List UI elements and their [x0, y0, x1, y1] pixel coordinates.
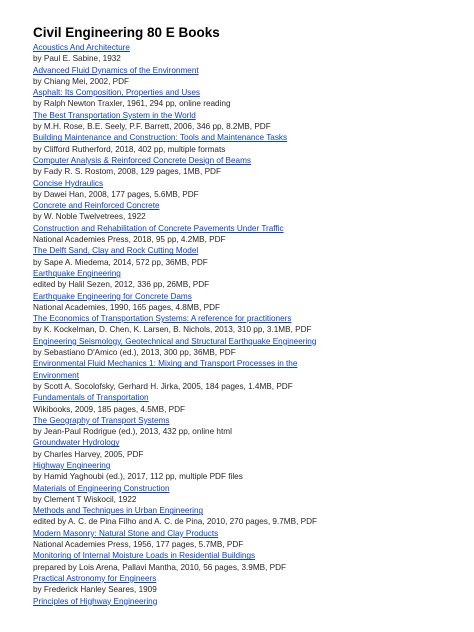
book-meta: by Scott A. Socolofsky, Gerhard H. Jirka, 2005, 184 pages, 1.4MB, PDF	[33, 381, 293, 391]
book-title-link[interactable]: The Economics of Transportation Systems: A reference for practitioners	[33, 314, 292, 324]
book-title-link[interactable]: Construction and Rehabilitation of Concrete Pavements Under Traffic	[33, 223, 284, 233]
book-title-link[interactable]: Monitoring of Internal Moisture Loads in Residential Buildings	[33, 551, 256, 561]
book-meta: by Chiang Mei, 2002, PDF	[33, 76, 130, 86]
book-entry	[33, 291, 463, 314]
book-title-link[interactable]: Materials of Engineering Construction	[33, 483, 170, 493]
book-meta: by M.H. Rose, B.E. Seely, P.F. Barrett, 2006, 346 pp, 8.2MB, PDF	[33, 122, 271, 132]
book-meta: by Hamid Yaghoubi (ed.), 2017, 112 pp, multiple PDF files	[33, 472, 243, 482]
book-entry	[33, 42, 463, 65]
book-title-link[interactable]: Fundamentals of Transportation	[33, 393, 149, 403]
book-entry	[33, 392, 463, 415]
book-entry	[33, 437, 463, 460]
book-meta: edited by A. C. de Pina Filho and A. C. de Pina, 2010, 270 pages, 9.7MB, PDF	[33, 517, 318, 527]
book-meta: prepared by Lois Arena, Pallavi Mantha, 2010, 56 pages, 3.9MB, PDF	[33, 562, 287, 572]
book-title-link[interactable]: Environmental Fluid Mechanics 1: Mixing and Transport Processes in the Environment	[33, 359, 298, 380]
book-meta: by Ralph Newton Traxler, 1961, 294 pp, online reading	[33, 99, 231, 109]
book-title-link[interactable]: Engineering Seismology, Geotechnical and Structural Earthquake Engineering	[33, 336, 317, 346]
book-entry	[33, 155, 463, 178]
book-meta: by Frederick Hanley Seares, 1909	[33, 585, 157, 595]
book-meta: by Paul E. Sabine, 1932	[33, 54, 121, 64]
page-title: Civil Engineering 80 E Books	[33, 25, 220, 40]
book-list	[33, 42, 463, 607]
book-entry	[33, 505, 463, 528]
book-title-link[interactable]: Concise Hydraulics	[33, 178, 104, 188]
book-title-link[interactable]: Principles of Highway Engineering	[33, 596, 158, 606]
book-title-link[interactable]: Highway Engineering	[33, 460, 111, 470]
document-page	[33, 24, 463, 607]
book-meta: by Fady R. S. Rostom, 2008, 129 pages, 1MB, PDF	[33, 167, 221, 177]
book-meta: by Clifford Rutherford, 2018, 402 pp, multiple formats	[33, 144, 226, 154]
book-meta: National Academies, 1990, 165 pages, 4.8MB, PDF	[33, 302, 221, 312]
book-title-link[interactable]: Computer Analysis & Reinforced Concrete Design of Beams	[33, 155, 251, 165]
book-entry	[33, 313, 463, 336]
book-meta: Wikibooks, 2009, 185 pages, 4.5MB, PDF	[33, 404, 186, 414]
book-meta: edited by Halil Sezen, 2012, 336 pp, 26MB, PDF	[33, 280, 210, 290]
book-title-link[interactable]: Earthquake Engineering	[33, 268, 121, 278]
book-title-link[interactable]: Methods and Techniques in Urban Engineering	[33, 506, 204, 516]
book-entry	[33, 596, 463, 607]
book-title-link[interactable]: Building Maintenance and Construction: Tools and Maintenance Tasks	[33, 133, 288, 143]
book-entry	[33, 132, 463, 155]
book-title-link[interactable]: Practical Astronomy for Engineers	[33, 573, 157, 583]
book-meta: by Jean-Paul Rodrigue (ed.), 2013, 432 pp, online html	[33, 427, 232, 437]
book-title-link[interactable]: Acoustics And Architecture	[33, 43, 130, 52]
book-entry	[33, 358, 463, 392]
book-entry	[33, 573, 463, 596]
book-entry	[33, 460, 463, 483]
book-meta: National Academies Press, 2018, 95 pp, 4.2MB, PDF	[33, 235, 226, 245]
book-entry	[33, 223, 463, 246]
book-title-link[interactable]: The Delft Sand, Clay and Rock Cutting Model	[33, 246, 199, 256]
book-entry	[33, 178, 463, 201]
book-meta: by Sebastiano D'Amico (ed.), 2013, 300 pp, 36MB, PDF	[33, 348, 236, 358]
book-meta: by W. Noble Twelvetrees, 1922	[33, 212, 146, 222]
book-entry	[33, 415, 463, 438]
book-entry	[33, 200, 463, 223]
book-entry	[33, 550, 463, 573]
book-title-link[interactable]: The Geography of Transport Systems	[33, 415, 170, 425]
book-title-link[interactable]: The Best Transportation System in the World	[33, 110, 196, 120]
book-title-link[interactable]: Earthquake Engineering for Concrete Dams	[33, 291, 192, 301]
book-meta: by K. Kockelman, D. Chen, K. Larsen, B. Nichols, 2013, 310 pp, 3.1MB, PDF	[33, 325, 312, 335]
book-title-link[interactable]: Groundwater Hydrology	[33, 438, 120, 448]
book-entry	[33, 110, 463, 133]
book-entry	[33, 65, 463, 88]
book-meta: by Charles Harvey, 2005, PDF	[33, 449, 144, 459]
book-entry	[33, 268, 463, 291]
book-entry	[33, 336, 463, 359]
book-entry	[33, 483, 463, 506]
book-entry	[33, 528, 463, 551]
book-meta: by Clement T Wiskocil, 1922	[33, 494, 137, 504]
book-meta: by Dawei Han, 2008, 177 pages, 5.6MB, PDF	[33, 189, 199, 199]
book-meta: by Sape A. Miedema, 2014, 572 pp, 36MB, PDF	[33, 257, 208, 267]
book-title-link[interactable]: Advanced Fluid Dynamics of the Environment	[33, 65, 199, 75]
book-title-link[interactable]: Concrete and Reinforced Concrete	[33, 201, 160, 211]
book-title-link[interactable]: Modern Masonry: Natural Stone and Clay Products	[33, 528, 219, 538]
book-title-link[interactable]: Asphalt: Its Composition, Properties and Uses	[33, 88, 201, 98]
book-entry	[33, 245, 463, 268]
book-meta: National Academies Press, 1956, 177 pages, 5.7MB, PDF	[33, 540, 244, 550]
book-entry	[33, 87, 463, 110]
